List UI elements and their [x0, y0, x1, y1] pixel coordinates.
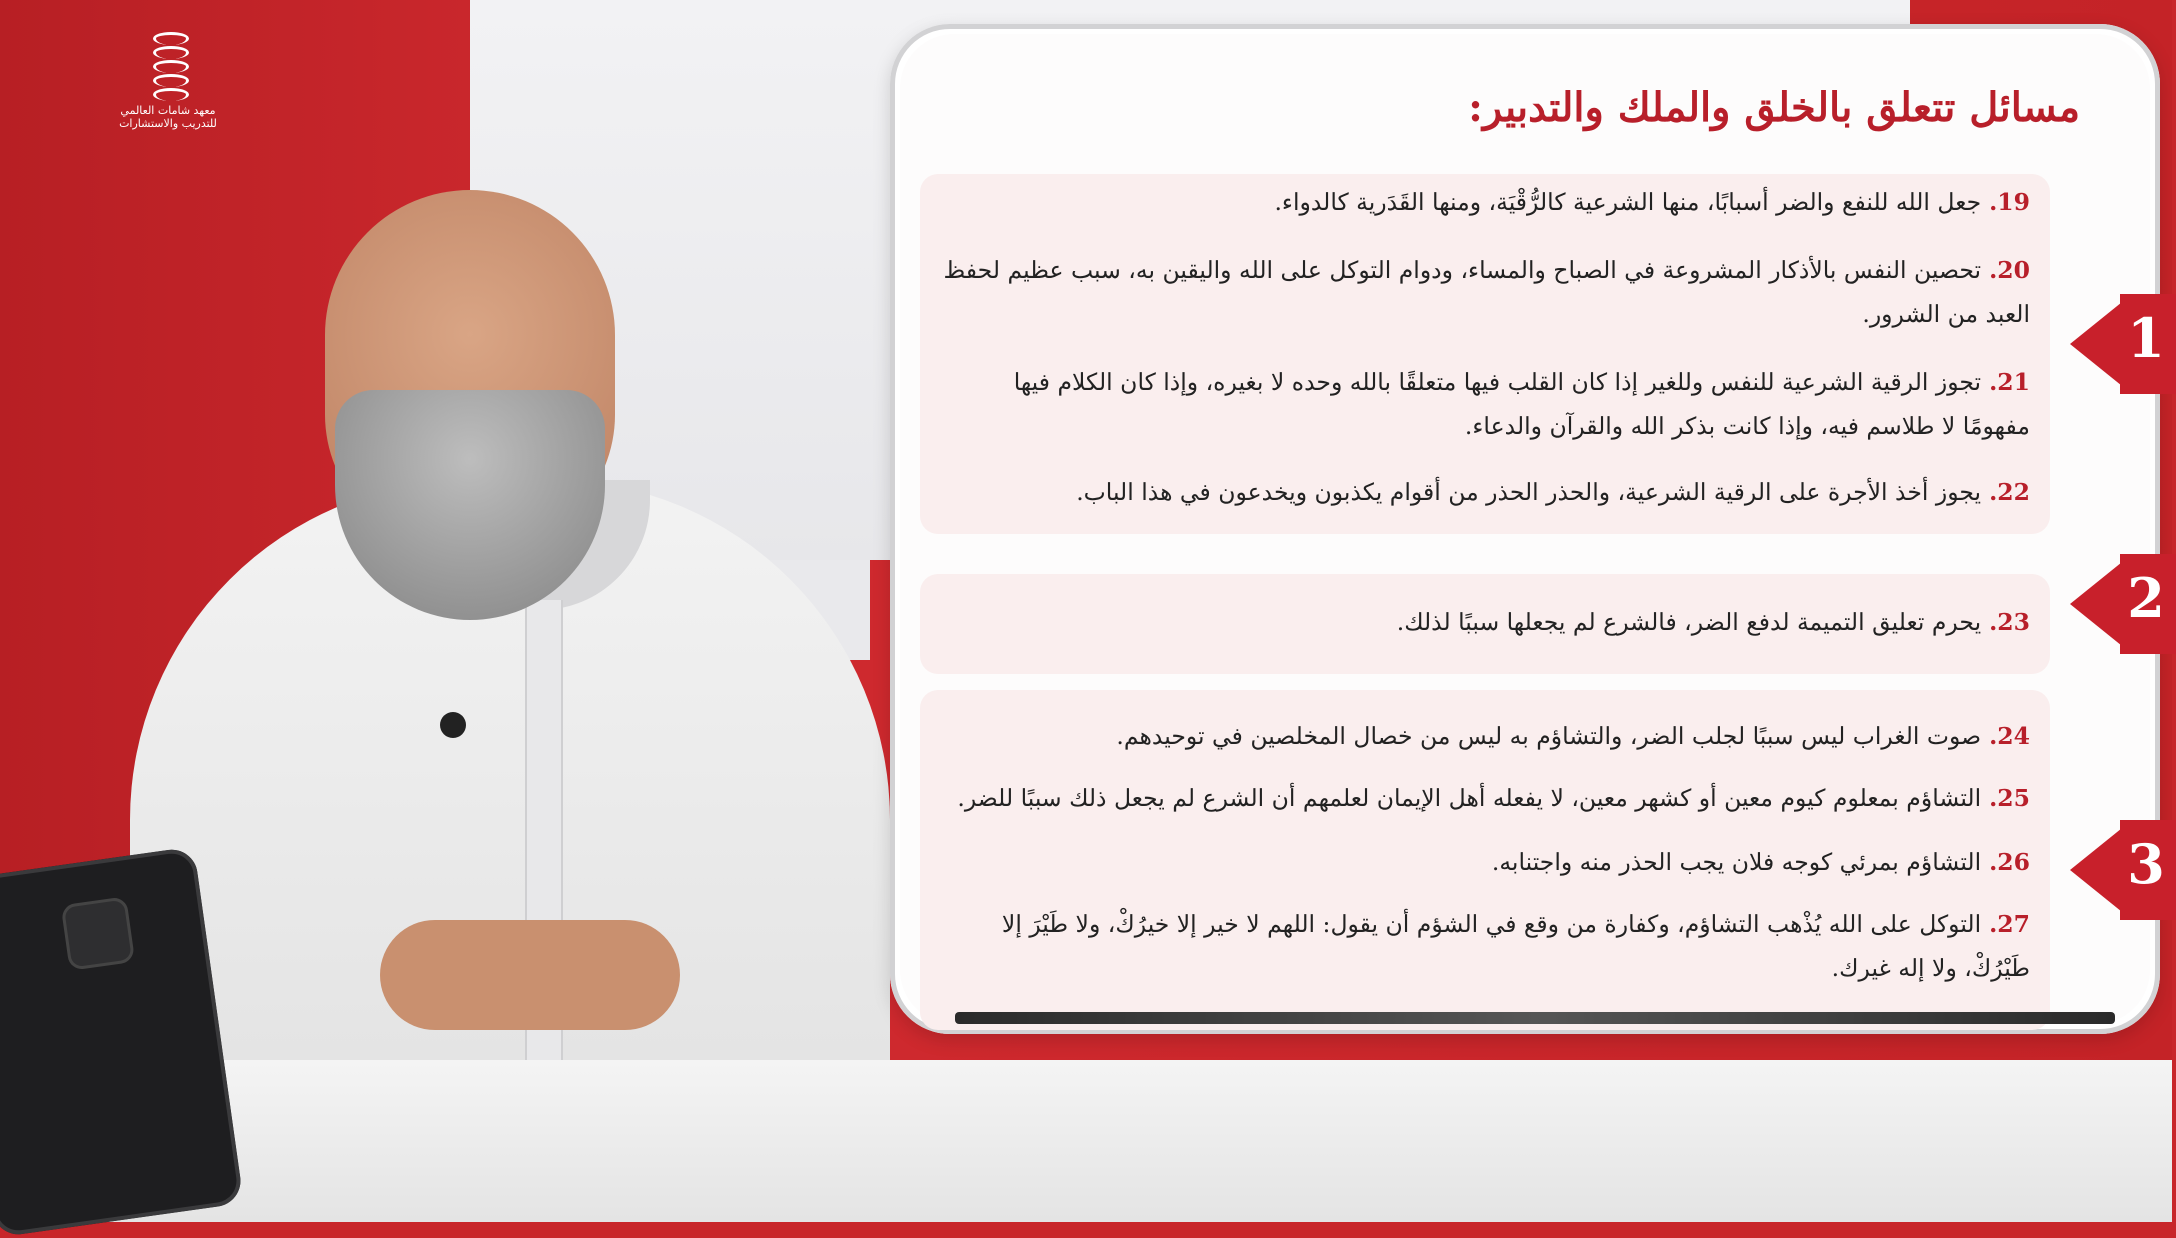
section-panel-2	[920, 574, 2050, 674]
item-number: 23.	[1989, 608, 2030, 636]
item-text: تجوز الرقية الشرعية للنفس وللغير إذا كان القلب فيها متعلقًا بالله وحده لا بغيره، وإذا كان الكلام فيها مفهومًا لا طلاسم فيه، وإذا كانت بذكر الله والقرآن والدعاء.	[1013, 368, 2030, 440]
item-text: التشاؤم بمعلوم كيوم معين أو كشهر معين، لا يفعله أهل الإيمان لعلمهم أن الشرع لم يجعل ذلك سببًا للضر.	[957, 784, 1982, 812]
desk	[0, 1060, 2172, 1222]
item-text: تحصين النفس بالأذكار المشروعة في الصباح والمساء، ودوام التوكل على الله واليقين به، سبب عظيم لحفظ العبد من الشرور.	[943, 256, 2030, 328]
logo-line-1: معهد شامات العالمي	[120, 104, 216, 117]
logo-flame-icon	[145, 28, 191, 104]
institute-logo	[118, 28, 218, 158]
item-number: 24.	[1989, 722, 2030, 750]
item-number: 20.	[1989, 256, 2030, 284]
item-text: يحرم تعليق التميمة لدفع الضر، فالشرع لم يجعلها سببًا لذلك.	[1396, 608, 1982, 636]
lesson-card-inner	[900, 34, 2165, 1024]
item-number: 27.	[1989, 910, 2030, 938]
list-item	[940, 248, 2030, 336]
item-number: 22.	[1989, 478, 2030, 506]
lesson-card	[890, 24, 2165, 1034]
logo-line-2: للتدريب والاستشارات	[119, 117, 217, 130]
presenter	[130, 180, 890, 1080]
section-panel-3	[920, 690, 2050, 1030]
list-item	[940, 840, 2030, 884]
list-item	[940, 714, 2030, 758]
section-marker-1	[2070, 294, 2170, 414]
list-item	[940, 180, 2030, 224]
lapel-microphone-icon	[440, 712, 466, 738]
item-text: صوت الغراب ليس سببًا لجلب الضر، والتشاؤم به ليس من خصال المخلصين في توحيدهم.	[1116, 722, 1982, 750]
tablet-camera-icon	[61, 896, 136, 971]
list-item	[940, 360, 2030, 448]
marker-label: 3	[2127, 832, 2165, 896]
item-text: التشاؤم بمرئي كوجه فلان يجب الحذر منه واجتنابه.	[1491, 848, 1982, 876]
marker-label: 1	[2127, 306, 2165, 370]
lesson-title: مسائل تتعلق بالخلق والملك والتدبير:	[1468, 84, 2080, 131]
list-item	[940, 470, 2030, 514]
item-text: جعل الله للنفع والضر أسبابًا، منها الشرعية كالرُّقْيَة، ومنها القَدَرية كالدواء.	[1274, 188, 1982, 216]
card-bottom-bar	[955, 1012, 2115, 1024]
section-panel-1	[920, 174, 2050, 534]
item-number: 21.	[1989, 368, 2030, 396]
list-item	[940, 600, 2030, 644]
item-number: 19.	[1989, 188, 2030, 216]
section-marker-2	[2070, 554, 2170, 674]
list-item	[940, 902, 2030, 990]
item-text: التوكل على الله يُذْهب التشاؤم، وكفارة من وقع في الشؤم أن يقول: اللهم لا خير إلا خيرُكْ، ولا طَيْرَ إلا طَيْرُكْ، ولا إله غيرك.	[1001, 910, 2030, 982]
item-number: 26.	[1989, 848, 2030, 876]
item-number: 25.	[1989, 784, 2030, 812]
section-marker-3	[2070, 820, 2170, 940]
presenter-hands	[380, 920, 680, 1030]
item-text: يجوز أخذ الأجرة على الرقية الشرعية، والحذر الحذر من أقوام يكذبون ويخدعون في هذا الباب.	[1076, 478, 1982, 506]
marker-label: 2	[2127, 566, 2165, 630]
list-item	[940, 776, 2030, 820]
